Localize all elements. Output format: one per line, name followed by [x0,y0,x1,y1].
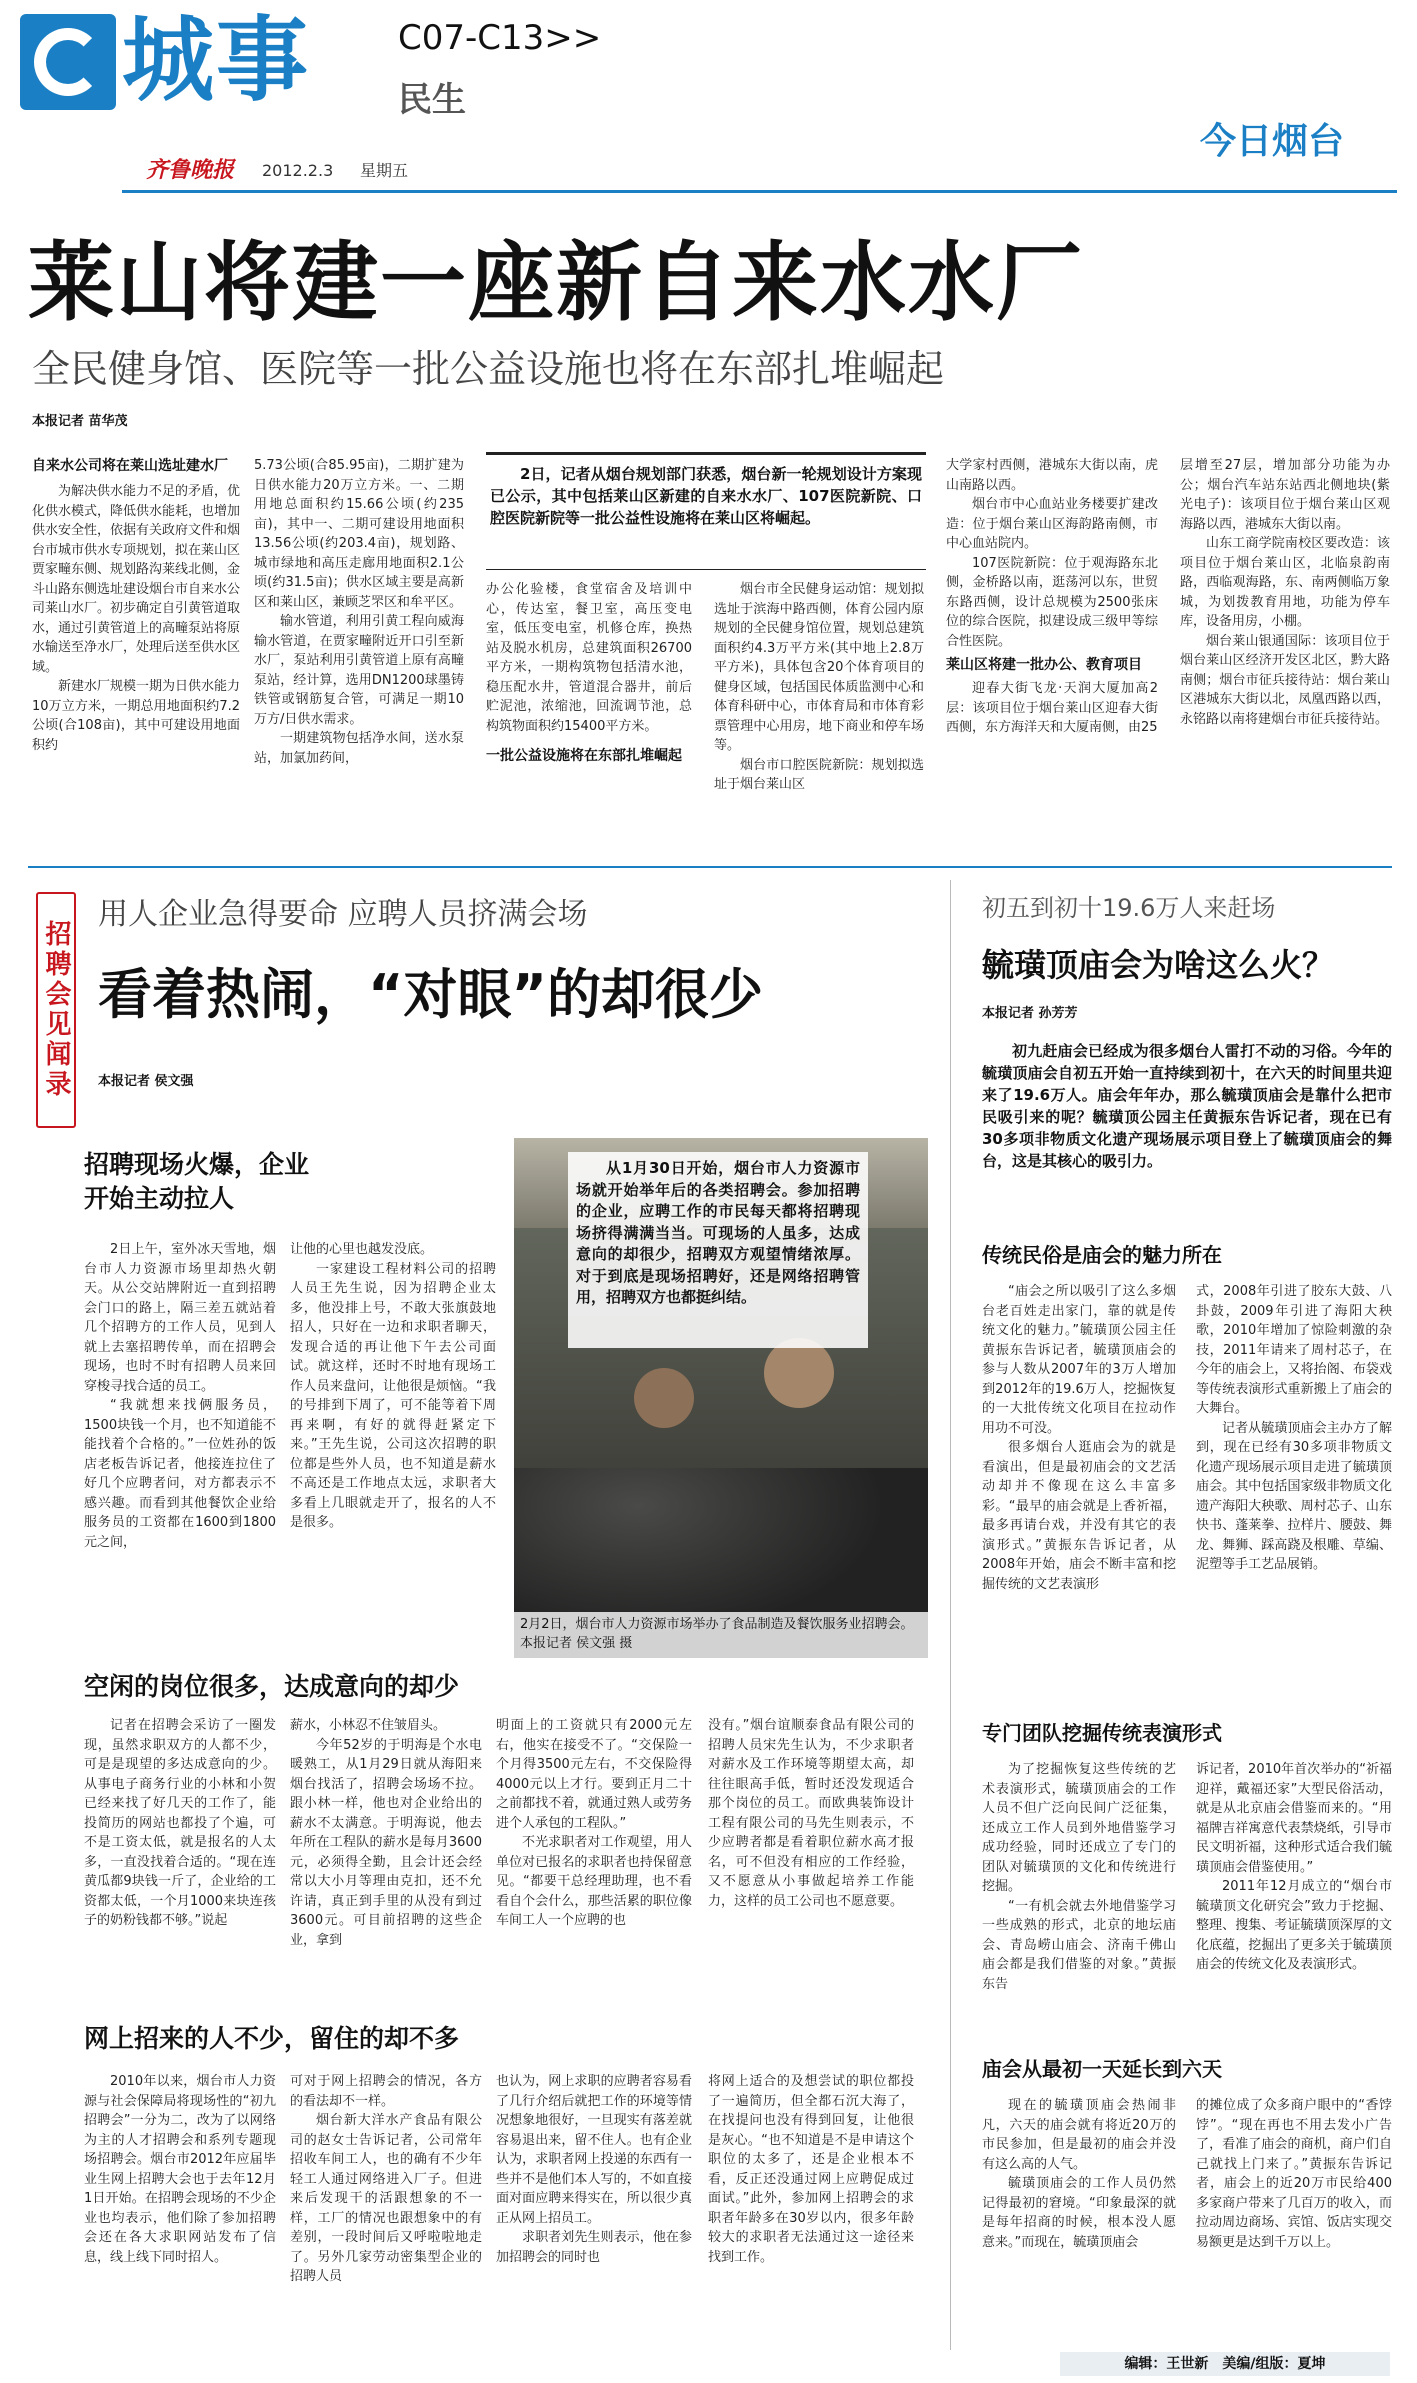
temple-para: 很多烟台人逛庙会为的就是看演出，但是最初庙会的文艺活动却并不像现在这么丰富多彩。“最早的庙会就是上香祈福，最多再请台戏，并没有其它的表演形式。”黄振东告诉记者，从2008年开始，庙会不断丰富和挖掘传统的文艺表演形 [982,1440,1176,1592]
recruit-para: 今年52岁的于明海是个水电暖熟工，从1月29日就从海阳来烟台找活了，招聘会场场不拉。跟小林一样，他也对企业给出的薪水不太满意。于明海说，他去年所在工程队的薪水是每月3600元，必须得全勤，且会计还会经常以大小月等理由克扣，还不允许请，真正到手里的从没有到过3600元。可目前招聘的这些企业，拿到 [290,1737,482,1948]
temple-para: 2011年12月成立的“烟台市毓璜顶文化研究会”致力于挖掘、整理、搜集、考证毓璜顶深厚的文化底蕴，挖掘出了更多关于毓璜顶庙会的传统文化及表演形式。 [1196,1879,1392,1972]
recruit-para: 2010年以来，烟台市人力资源与社会保障局将现场性的“初九招聘会”一分为二，改为了以网络为主的人才招聘会和系列专题现场招聘会。烟台市2012年应届毕业生网上招聘大会也于去年12月1日开始。在招聘会现场的不少企业也均表示，他们除了参加招聘会还在各大求职网站发布了信息，线上线下同时招人。 [84,2074,276,2265]
temple-headline: 毓璜顶庙会为啥这么火？ [982,946,1335,984]
temple-col-b1 [982,1760,1176,2046]
temple-kicker: 初五到初十19.6万人来赶场 [982,894,1276,922]
recruit-col-1 [84,1240,276,1660]
recruit-col-q4 [708,1716,914,2006]
recruit-kicker: 用人企业急得要命 应聘人员挤满会场 [98,897,588,932]
recruit-para: “我就想来找俩服务员，1500块钱一个月，也不知道能不能找着个合格的。”一位姓孙的饭店老板告诉记者，他接连拉住了好几个应聘者问，对方都表示不感兴趣。而看到其他餐饮企业给服务员的工资都在1600到1800元之间， [84,1398,276,1550]
lead-summary-box [486,452,926,570]
masthead-rule [122,190,1397,193]
lead-para: 迎春大街飞龙·天润大厦加高2层：该项目位于烟台莱山区迎春大街西侧，东方海洋天和大厦南侧，由25 [946,681,1158,735]
lead-col-1 [32,456,240,856]
lead-subhead-3: 一批公益设施将在东部扎堆崛起 [486,748,682,764]
recruit-col-q1 [84,1716,276,2006]
temple-para: 为了挖掘恢复这些传统的艺术表演形式，毓璜顶庙会的工作人员不但广泛向民间广泛征集，还成立工作人员到外地借鉴学习成功经验，同时还成立了专门的团队对毓璜顶的文化和传统进行挖掘。 [982,1762,1176,1894]
weekday: 星期五 [360,161,409,180]
lead-col-6 [1180,456,1390,856]
temple-para: “一有机会就去外地借鉴学习一些成熟的形式，北京的地坛庙会、青岛崂山庙会、济南千佛山庙会都是我们借鉴的对象。”黄振东告 [982,1898,1176,1992]
lead-deck: 全民健身馆、医院等一批公益设施也将在东部扎堆崛起 [32,347,945,391]
recruit-col-2 [290,1240,496,1660]
recruit-col-r4 [708,2072,914,2362]
recruit-para: 可对于网上招聘会的情况，各方的看法却不一样。 [290,2074,482,2109]
recruit-subhead-3: 网上招来的人不少，留住的却不多 [84,2024,460,2053]
lead-para: 一期建筑物包括净水间，送水泵站，加氯加药间， [254,731,464,766]
paper-name: 齐鲁晚报 [146,157,235,183]
lead-summary-text: 2日，记者从烟台规划部门获悉，烟台新一轮规划设计方案现已公示，其中包括莱山区新建的自来水水厂、107医院新院、口腔医院新院等一批公益性设施将在莱山区将崛起。 [490,465,922,527]
photo-person [634,1368,694,1428]
lead-col-2 [254,456,464,856]
lead-col-4 [714,580,924,860]
photo-person [764,1338,834,1408]
temple-byline: 本报记者 孙芳芳 [982,1006,1078,1021]
page-range: C07-C13>> [398,18,602,58]
issue-date: 2012.2.3 [262,161,334,180]
recruit-col-r2 [290,2072,482,2362]
recruit-para: 2日上午，室外冰天雪地，烟台市人力资源市场里却热火朝天。从公交站牌附近一直到招聘会门口的路上，隔三差五就站着几个招聘方的工作人员，见到人就上去塞招聘传单，而在招聘会现场，也时不时有招聘人员来回穿梭寻找合适的员工。 [84,1242,276,1394]
lead-para: 烟台莱山银通国际：该项目位于烟台莱山区经济开发区北区，黔大路南侧；烟台市征兵接待站：烟台莱山区港城东大街以北，凤凰西路以西，永铭路以南将建烟台市征兵接待站。 [1180,633,1390,727]
recruit-col-q3 [496,1716,692,2006]
recruit-para: 记者在招聘会采访了一圈发现，虽然求职双方的人都不少，可是是现望的多达成意向的少。从事电子商务行业的小林和小贺已经来找了好几天的工作了，能投简历的网站也都投了个遍，可不是工资太低，就是报名的人太多，一直没找着合适的。“现在连黄瓜都9块钱一斤了，企业给的工资都太低，一个月1000来块连孩子的奶粉钱都不够。”说起 [84,1718,276,1928]
temple-lead-text: 初九赶庙会已经成为很多烟台人雷打不动的习俗。今年的毓璜顶庙会自初五开始一直持续到初十，在六天的时间里共迎来了19.6万人。庙会年年办，那么毓璜顶庙会是靠什么把市民吸引来的呢？毓璜顶公园主任黄振东告诉记者，现在已有30多项非物质文化遗产现场展示项目登上了毓璜顶庙会的舞台，这是其核心的吸引力。 [982,1042,1392,1170]
lead-para: 烟台市口腔医院新院：规划拟选址于烟台莱山区 [714,757,924,792]
lead-bottom-rule [28,866,1392,868]
subsection: 民生 [398,80,466,120]
recruit-para: 不光求职者对工作观望，用人单位对已报名的求职者也持保留意见。“都要干总经理助理，也不看看自个会什么，那些活累的职位像车间工人一个应聘的也 [496,1835,692,1928]
temple-subhead-3: 庙会从最初一天延长到六天 [982,2057,1222,2081]
temple-para: 现在的毓璜顶庙会热闹非凡，六天的庙会就有将近20万的市民参加，但是最初的庙会并没有这么高的人气。 [982,2098,1176,2172]
recruit-subhead-1: 招聘现场火爆，企业开始主动拉人 [84,1150,310,1213]
recruit-para: 明面上的工资就只有2000元左右，他实在接受不了。“交保险一个月得3500元左右，不交保险得4000元以上才行。要到正月二十之前都找不着，就通过熟人或劳务进个人承包的工程队。” [496,1718,692,1831]
temple-col-a2 [1196,1282,1392,1702]
lead-headline: 莱山将建一座新自来水水厂 [28,233,1084,333]
temple-para: “庙会之所以吸引了这么多烟台老百姓走出家门，靠的就是传统文化的魅力。”毓璜顶公园主任黄振东告诉记者，毓璜顶庙会的参与人数从2007年的3万人增加到2012年的19.6万人，挖掘恢复的一大批传统文化项目在拉动作用功不可没。 [982,1284,1176,1436]
temple-para: 的摊位成了众多商户眼中的“香饽饽”。“现在再也不用去发小广告了，看准了庙会的商机，商户们自己就找上门来了。”黄振东告诉记者，庙会上的近20万市民给400多家商户带来了几百万的收入，而拉动周边商场、宾馆、饭店实现交易额更是达到千万以上。 [1196,2098,1392,2250]
logo-c-icon [34,28,102,96]
lead-para: 输水管道，利用引黄工程向威海输水管道，在贾家疃附近开口引至新水厂，泵站利用引黄管道上原有高疃泵站，经计算，选用DN1200球墨铸铁管或钢筋复合管，可满足一期10万方/日供水需求。 [254,614,464,727]
lead-para: 办公化验楼，食堂宿舍及培训中心，传达室，餐卫室，高压变电室，低压变电室，机修仓库，换热站及脱水机房，总建筑面积26700平方米，一期构筑物包括清水池，稳压配水井，管道混合器井，前后贮泥池，浓缩池，回流调节池，总构筑物面积约15400平方米。 [486,582,692,734]
temple-col-c2 [1196,2096,1392,2336]
lead-para: 山东工商学院南校区要改造：该项目位于烟台莱山区，北临泉韵南路，西临观海路，东、南两侧临万象城，为划拨教育用地，功能为停车库，设备用房，小棚。 [1180,536,1390,629]
recruit-col-r1 [84,2072,276,2362]
temple-col-a1 [982,1282,1176,1702]
recruit-byline: 本报记者 侯文强 [98,1074,194,1089]
lead-subhead-5: 莱山区将建一批办公、教育项目 [946,657,1142,673]
recruit-photo [514,1138,928,1658]
lead-para: 层增至27层，增加部分功能为办公；烟台汽车站东站西北侧地块(紫光电子)：该项目位于烟台莱山区观海路以西，港城东大街以南。 [1180,458,1390,532]
section-logo [20,14,116,110]
temple-subhead-1: 传统民俗是庙会的魅力所在 [982,1243,1222,1267]
recruit-col-q2 [290,1716,482,2006]
lead-para: 为解决供水能力不足的矛盾，优化供水模式，降低供水能耗，也增加供水安全性，依据有关政府文件和烟台市城市供水专项规划，拟在莱山区贾家疃东侧、规划路沟莱线北侧，金斗山路东侧选址建设烟台市自来水公司莱山水厂。初步确定自引黄管道取水，通过引黄管道上的高疃泵站将原水输送至净水厂，处理后送至供水区域。 [32,484,240,675]
recruit-para: 薪水，小林忍不住皱眉头。 [290,1718,447,1733]
recruit-tag-text: 招聘会见闻录 [41,920,71,1100]
lead-para: 烟台市中心血站业务楼要扩建改造：位于烟台莱山区海韵路南侧，市中心血站院内。 [946,497,1158,551]
lead-col-3 [486,580,692,860]
lead-col-5 [946,456,1158,856]
temple-para: 诉记者，2010年首次举办的“祈福迎祥，戴福还家”大型民俗活动，就是从北京庙会借鉴而来的。“用福牌吉祥寓意代表禁烧纸，引导市民文明祈福，这种形式适合我们毓璜顶庙会借鉴使用。” [1196,1762,1392,1875]
recruit-para: 也认为，网上求职的应聘者容易看了几行介绍后就把工作的环境等情况想象地很好，一旦现实有落差就容易退出来，留不住人。也有企业认为，求职者网上投递的东西有一些并不是他们本人写的，不如直接面对面应聘来得实在，所以很少真正从网上招员工。 [496,2074,692,2226]
lead-para: 烟台市全民健身运动馆：规划拟选址于滨海中路西侧，体育公园内原规划的全民健身馆位置，规划总建筑面积约4.3万平方米(其中地上2.8万平方米)，具体包含20个体育项目的健身区域，包括国民体质监测中心和体育科研中心，市体育局和市体育彩票管理中心用房，地下商业和停车场等。 [714,582,924,753]
recruit-para: 让他的心里也越发没底。 [290,1242,434,1257]
lead-para: 新建水厂规模一期为日供水能力10万立方米，一期总用地面积约7.2公顷(合108亩)，其中可建设用地面积约 [32,679,240,753]
photo-overlay-text: 从1月30日开始，烟台市人力资源市场就开始举年后的各类招聘会。参加招聘的企业，应聘工作的市民每天都将招聘现场挤得满满当当。可现场的人虽多，达成意向的却很少，招聘双方观望情绪浓厚。对于到底是现场招聘好，还是网络招聘管用，招聘双方也都挺纠结。 [576,1159,860,1306]
recruit-headline: 看着热闹，“对眼”的却很少 [98,963,763,1026]
temple-col-b2 [1196,1760,1392,2046]
editor-credit: 编辑：王世新 美编/组版：夏坤 [1060,2352,1390,2376]
temple-para: 式，2008年引进了胶东大鼓、八卦鼓，2009年引进了海阳大秧歌，2010年增加了惊险刺激的杂技，2011年请来了周村芯子，在今年的庙会上，又将抬阁、布袋戏等传统表演形式重新搬上了庙会的大舞台。 [1196,1284,1392,1416]
recruit-para: 没有。”烟台谊顺泰食品有限公司的招聘人员宋先生认为，不少求职者对薪水及工作环境等期望太高，却往往眼高手低，暂时还没发现适合那个岗位的员工。而欧典装饰设计工程有限公司的马先生则表示，不少应聘者都是看着职位薪水高才报名，可不但没有相应的工作经验，又不愿意从小事做起培养工作能力，这样的员工公司也不愿意要。 [708,1718,914,1909]
edition-label: 今日烟台 [1200,121,1345,162]
recruit-tag [36,892,76,1128]
temple-para: 记者从毓璜顶庙会主办方了解到，现在已经有30多项非物质文化遗产现场展示项目走进了毓璜顶庙会。其中包括国家级非物质文化遗产海阳大秧歌、周村芯子、山东快书、蓬莱拳、拉样片、腰鼓、舞龙、舞狮、踩高跷及根雕、草编、泥塑等手工艺品展销。 [1196,1420,1392,1572]
recruit-col-r3 [496,2072,692,2362]
lead-para: 大学家村西侧，港城东大街以南，虎山南路以西。 [946,458,1158,493]
temple-subhead-2: 专门团队挖掘传统表演形式 [982,1721,1222,1745]
recruit-para: 将网上适合的及想尝试的职位都投了一遍简历，但全都石沉大海了，在找提问也没有得到回复，让他很是灰心。“也不知道是不是申请这个职位的太多了，还是企业根本不看，反正还没通过网上应聘促成过面试。”此外，参加网上招聘会的求职者年龄多在30岁以内，很多年龄较大的求职者无法通过这一途径来找到工作。 [708,2074,914,2265]
temple-lead [982,1040,1392,1228]
lead-para: 107医院新院：位于观海路东北侧，金桥路以南，逛荡河以东，世贸东路西侧，设计总规模为2500张床位的综合医院，拟建设成三级甲等综合性医院。 [946,555,1158,649]
temple-col-c1 [982,2096,1176,2336]
masthead [0,0,1417,205]
recruit-subhead-2: 空闲的岗位很多，达成意向的却少 [84,1672,460,1701]
lead-subhead-1: 自来水公司将在莱山选址建水厂 [32,458,228,474]
lead-byline: 本报记者 苗华茂 [32,414,128,429]
lead-para: 5.73公顷(合85.95亩)，二期扩建为日供水能力20万立方米。一、二期用地总面积约15.66公顷(约235亩)，其中一、二期可建设用地面积13.56公顷(约203.4亩)，规划路、城市绿地和高压走廊用地面积2.1公顷(约31.5亩)；供水区域主要是高新区和莱山区，兼顾芝罘区和牟平区。 [254,458,464,610]
photo-caption: 2月2日，烟台市人力资源市场举办了食品制造及餐饮服务业招聘会。 本报记者 侯文强 摄 [514,1612,928,1658]
recruit-para: 一家建设工程材料公司的招聘人员王先生说，因为招聘企业太多，他没排上号，不敢大张旗鼓地招人，只好在一边和求职者聊天，发现合适的再让他下午去公司面试。就这样，还时不时地有现场工作人员来盘问，让他很是烦恼。“我的号排到下周了，可不能等着下周再来啊，有好的就得赶紧定下来。”王先生说，公司这次招聘的职位都是些外人员，也不知道是薪水不高还是工作地点太远，求职者大多看上几眼就走开了，报名的人不是很多。 [290,1261,496,1530]
recruit-para: 求职者刘先生则表示，他在参加招聘会的同时也 [496,2230,692,2265]
photo-overlay [568,1152,868,1348]
recruit-para: 烟台新大洋水产食品有限公司的赵女士告诉记者，公司常年招收车间工人，也的确有不少年轻工人通过网络进入厂子。但进来后发现干的活跟想象的不一样，工厂的情况也跟想象中的有差别，一段时间后又呼啦啦地走了。另外几家劳动密集型企业的招聘人员 [290,2113,482,2284]
temple-para: 毓璜顶庙会的工作人员仍然记得最初的窘境。“印象最深的就是每年招商的时候，根本没人愿意来。”而现在，毓璜顶庙会 [982,2176,1176,2250]
column-divider [950,880,951,2350]
section-title: 城事 [122,7,311,114]
